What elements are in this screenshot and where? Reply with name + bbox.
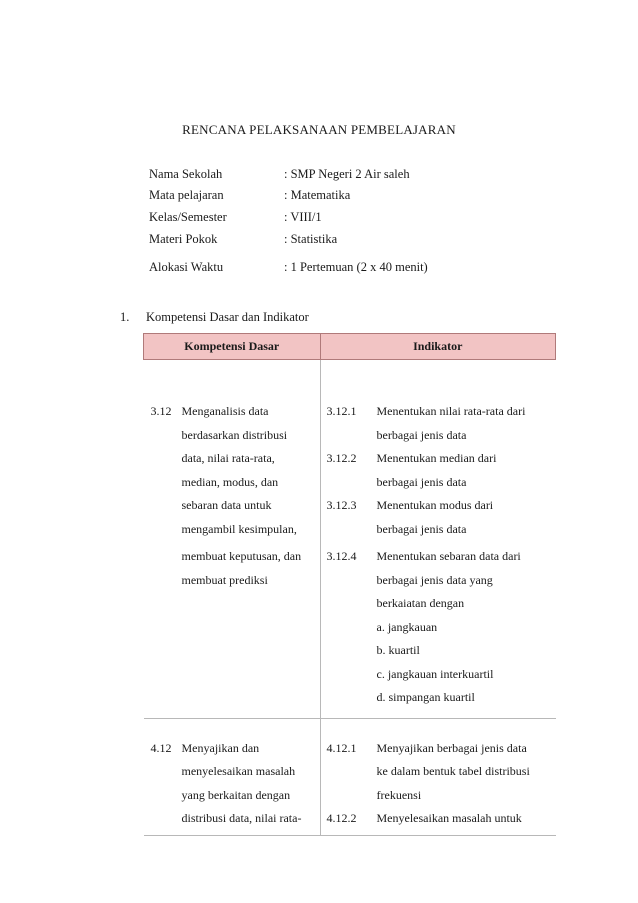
indicator-text: ke dalam bentuk tabel distribusi [376,764,530,778]
info-label: Materi Pokok [149,232,218,246]
indicator-code: 3.12.3 [326,498,357,512]
indicator-text: b. kuartil [376,643,420,657]
info-value: : SMP Negeri 2 Air saleh [284,167,410,181]
kd-cell [144,718,321,835]
indicator-code: 3.12.1 [326,404,357,418]
indicator-cell [320,718,556,835]
info-value: : Statistika [284,232,338,246]
kd-line: mengambil kesimpulan, [181,521,297,536]
kd-line: menyelesaikan masalah [181,764,296,778]
kd-line: membuat keputusan, dan [181,549,302,563]
indicator-text: berbagai jenis data yang [376,572,493,587]
table-row [144,718,556,835]
kd-line: data, nilai rata-rata, [181,451,275,465]
kd-code: 4.12 [150,740,172,755]
kd-text [144,400,320,592]
indicator-text: berbagai jenis data [376,427,467,442]
section-label: Kompetensi Dasar dan Indikator [146,310,309,324]
kd-line: distribusi data, nilai rata- [181,811,302,825]
header-indikator: Indikator [320,334,556,360]
indicator-item [321,494,556,518]
kd-cell [144,360,321,719]
indicator-code: 4.12.2 [326,811,357,825]
section-number: 1. [120,310,130,324]
info-label: Alokasi Waktu [149,260,224,274]
indicator-text: berbagai jenis data [376,521,467,536]
indicator-code: 4.12.1 [326,740,357,755]
kd-line: berdasarkan distribusi [181,427,288,442]
header-kompetensi-dasar: Kompetensi Dasar [144,334,321,360]
section-heading [120,310,309,325]
indicator-text: Menyelesaikan masalah untuk [376,811,522,825]
indicator-text: Menentukan modus dari [376,498,494,512]
info-label: Kelas/Semester [149,210,227,224]
indicator-text: Menentukan median dari [376,451,497,465]
info-label: Nama Sekolah [149,167,223,181]
kd-line: median, modus, dan [181,474,279,489]
indicator-item [321,400,556,424]
kompetensi-table [143,333,556,836]
indicator-code: 3.12.2 [326,451,357,465]
info-value: : 1 Pertemuan (2 x 40 menit) [284,260,428,274]
info-value: : Matematika [284,188,351,202]
info-value: : VIII/1 [284,210,322,224]
indicator-code: 3.12.4 [326,549,357,563]
indicator-text: berbagai jenis data [376,474,467,489]
indicator-item [321,737,556,761]
table-row [144,360,556,719]
indicator-text: a. jangkauan [376,619,438,634]
indicator-text: d. simpangan kuartil [376,690,475,704]
indicator-item [321,447,556,471]
indicator-item [321,807,556,831]
indicator-text: Menentukan sebaran data dari [376,549,521,563]
indicator-text: Menyajikan berbagai jenis data [376,740,527,755]
table-header-row [144,334,556,360]
page-title: RENCANA PELAKSANAAN PEMBELAJARAN [182,122,456,137]
kd-line: Menganalisis data [181,404,269,418]
kd-code: 3.12 [150,404,172,418]
indicator-text: frekuensi [376,787,422,802]
kd-line: yang berkaitan dengan [181,787,291,802]
kd-line: sebaran data untuk [181,498,272,512]
indicator-text: Menentukan nilai rata-rata dari [376,404,526,418]
kd-line: membuat prediksi [181,572,268,587]
info-label: Mata pelajaran [149,188,224,202]
indicator-text: c. jangkauan interkuartil [376,666,494,681]
indicator-cell [320,360,556,719]
kd-line: Menyajikan dan [181,740,260,755]
indicator-item [321,545,556,569]
indicator-text: berkaiatan dengan [376,596,465,610]
